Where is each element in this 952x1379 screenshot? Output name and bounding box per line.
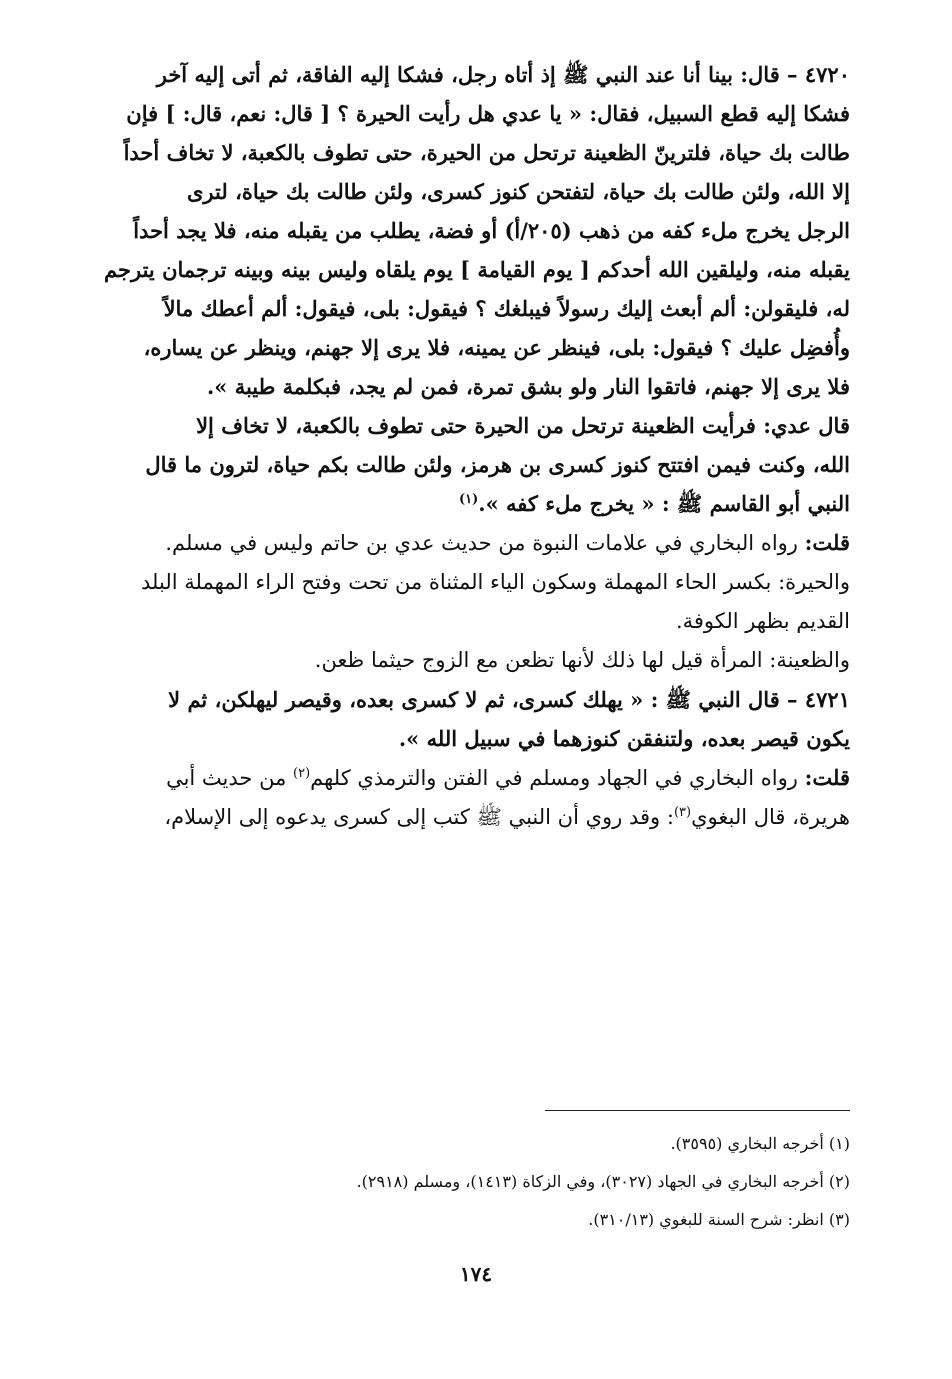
hadith-4720-line: إلا الله، ولئن طالت بك حياة، لتفتحن كنوز كسرى، ولئن طالت بك حياة، لترى — [187, 179, 850, 204]
hadith-4720-line: له، فليقولن: ألم أبعث إليك رسولاً فيبلغك ؟ فيقول: بلى، فيقول: ألم أعطك مالاً — [163, 296, 850, 321]
page-body — [70, 55, 850, 837]
commentary-2: قلت: رواه البخاري في الجهاد ومسلم في الفتن والترمذي كلهم$^{(٢)}$ من حديث أبي هريرة، قال البغوي$^{(٣)}$: وقد روي أن النبي ﷺ كتب إلى كسرى يدعوه إلى الإسلام، — [164, 765, 850, 829]
hadith-number: ٤٧٢٠ — [804, 62, 850, 87]
footnote-3: (٣) انظر: شرح السنة للبغوي (٣١٠/١٣). — [588, 1210, 850, 1229]
commentary-label: قلت: — [804, 765, 850, 790]
zaina-note: والظعينة: المرأة قيل لها ذلك لأنها تظعن مع الزوج حيثما ظعن. — [314, 648, 850, 672]
footnote-2: (٢) أخرجه البخاري في الجهاد (٣٠٢٧)، وفي الزكاة (١٤١٣)، ومسلم (٢٩١٨). — [356, 1172, 850, 1191]
hadith-4720-line: وأُفضِل عليك ؟ فيقول: بلى، فينظر عن يمينه، فلا يرى إلا جهنم، وينظر عن يساره، — [143, 335, 850, 360]
hadith-4720-line: ٤٧٢٠ – قال: بينا أنا عند النبي ﷺ إذ أتاه رجل، فشكا إليه الفاقة، ثم أتى إليه آخر — [156, 62, 850, 87]
page-number: ١٧٤ — [459, 1262, 493, 1286]
hadith-4720-line: يقبله منه، وليلقين الله أحدكم [ يوم القيامة ] يوم يلقاه وليس بينه وبينه ترجمان يترجم — [104, 257, 850, 282]
hadith-number: ٤٧٢١ — [804, 687, 850, 712]
footnote-ref-1: (١) — [459, 492, 479, 507]
commentary-label: قلت: — [804, 530, 850, 555]
hadith-4720-line: طالت بك حياة، فلترينّ الظعينة ترتحل من الحيرة، حتى تطوف بالكعبة، لا تخاف أحداً — [123, 140, 850, 165]
footnotes — [200, 1125, 850, 1239]
footnote-ref-3: (٣) — [673, 805, 692, 820]
footnote-1: (١) أخرجه البخاري (٣٥٩٥). — [670, 1134, 850, 1153]
hira-note: والحيرة: بكسر الحاء المهملة وسكون الياء المثناة من تحت وفتح الراء المهملة البلد القديم بظهر الكوفة. — [141, 570, 850, 633]
hadith-4720-line: فشكا إليه قطع السبيل، فقال: « يا عدي هل رأيت الحيرة ؟ [ قال: نعم، قال: ] فإن — [126, 101, 850, 126]
commentary-1: قلت: رواه البخاري في علامات النبوة من حديث عدي بن حاتم وليس في مسلم. — [165, 530, 850, 555]
adi-statement-line: الله، وكنت فيمن افتتح كنوز كسرى بن هرمز، ولئن طالت بكم حياة، لترون ما قال — [145, 452, 850, 477]
adi-statement-line: قال عدي: فرأيت الظعينة ترتحل من الحيرة حتى تطوف بالكعبة، لا تخاف إلا — [196, 413, 850, 438]
adi-statement-line: النبي أبو القاسم ﷺ : « يخرج ملء كفه ».$^{(١)}$ — [459, 491, 850, 516]
hadith-4720 — [70, 55, 850, 406]
footnote-ref-2: (٢) — [293, 766, 311, 781]
hadith-4720-line: فلا يرى إلا جهنم، فاتقوا النار ولو بشق تمرة، فمن لم يجد، فبكلمة طيبة ». — [206, 374, 850, 399]
adi-statement — [70, 406, 850, 523]
footnote-divider — [545, 1110, 850, 1111]
hadith-4720-line: الرجل يخرج ملء كفه من ذهب (٢٠٥/أ) أو فضة، يطلب من يقبله منه، فلا يجد أحداً — [133, 218, 850, 243]
hadith-4721: ٤٧٢١ – قال النبي ﷺ : « يهلك كسرى، ثم لا كسرى بعده، وقيصر ليهلكن، ثم لا يكون قيصر بعده، ولتنفقن كنوزهما في سبيل الله ». — [168, 687, 850, 751]
